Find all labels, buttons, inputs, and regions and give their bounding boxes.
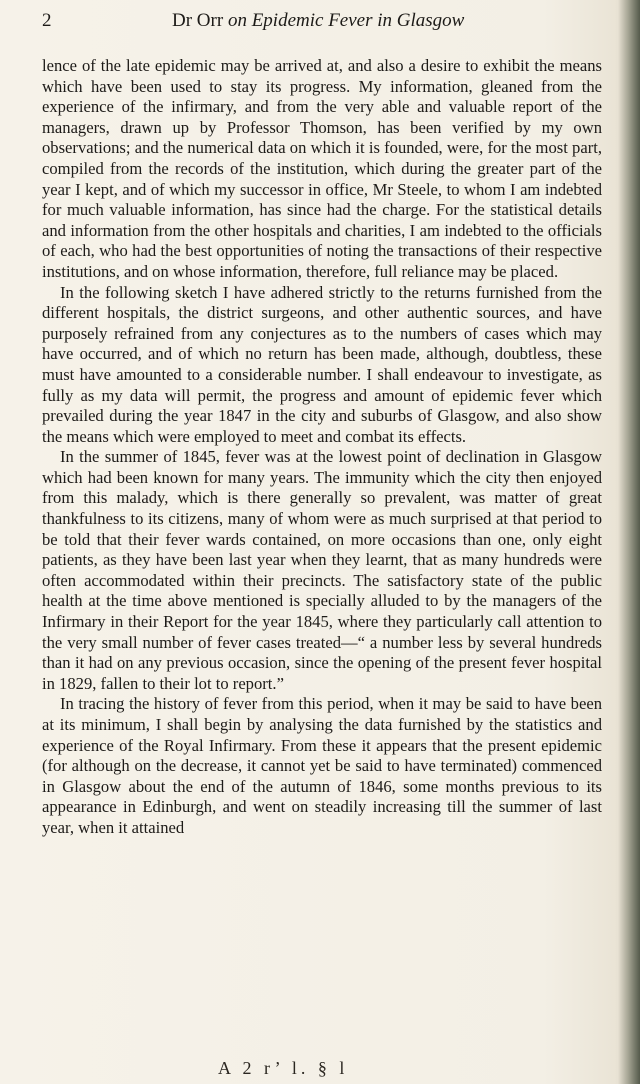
signature-mark: A 2 r’ l. § l — [218, 1058, 349, 1078]
running-title-subject: Epidemic Fever in Glasgow — [251, 10, 465, 31]
running-title-author: Dr Orr — [172, 10, 224, 31]
paragraph-1: lence of the late epidemic may be arrived at, and also a desire to exhibit the means which have been used to stay its progress. My information, gleaned from the experience of the infirmary, and from the very able and valuable report of the managers, drawn up by Professor Thomson, has been verified by my own observations; and the numerical data on which it is founded, were, for the most part, compiled from the records of the institution, which during the greater part of the year I kept, and of which my successor in office, Mr Steele, to whom I am indebted for much valuable information, has since had the charge. For the statistical details and information from the other hospitals and charities, I am indebted to the officials of each, who had the best opportunities of noting the transactions of their respective institutions, and on whose information, therefore, full reliance may be placed. — [42, 56, 602, 281]
running-header — [42, 10, 602, 42]
running-title-connector: on — [227, 10, 247, 31]
page-number: 2 — [42, 10, 52, 31]
paragraph-4: In tracing the history of fever from this period, when it may be said to have been at its minimum, I shall begin by analysing the data furnished by the statistics and experience of the Royal Infirmary. From these it appears that the present epidemic (for although on the decrease, it cannot yet be said to have terminated) commenced in Glasgow about the end of the autumn of 1846, some months previous to its appearance in Edinburgh, and went on steadily increasing till the summer of last year, when it attained — [42, 694, 602, 837]
running-title — [172, 10, 464, 32]
paragraph-3: In the summer of 1845, fever was at the lowest point of declination in Glasgow which had been known for many years. The immunity which the city then enjoyed from this malady, which is there generally so prevalent, was matter of great thankfulness to its citizens, many of whom were as much surprised at that period to be told that their fever wards contained, on more occasions than one, only eight patients, as they have been last year when they learnt, that as many hundreds were often accommodated within their precincts. The satisfactory state of the public health at the time above mentioned is specially alluded to by the managers of the Infirmary in their Report for the year 1845, where they particularly call attention to the very small number of fever cases treated—“ a number less by several hundreds than it had on any previous occasion, since the opening of the present fever hospital in 1829, fallen to their lot to report.” — [42, 447, 602, 693]
page-edge-shadow — [618, 0, 640, 1084]
paragraph-2: In the following sketch I have adhered strictly to the returns furnished from the different hospitals, the district surgeons, and other authentic sources, and have purposely refrained from any conjectures as to the numbers of cases which may have occurred, and of which no return has been made, although, doubtless, these must have amounted to a considerable number. I shall endeavour to investigate, as fully as my data will permit, the progress and amount of epidemic fever which prevailed during the year 1847 in the city and suburbs of Glasgow, and also show the means which were employed to meet and combat its effects. — [42, 282, 602, 446]
body-text — [42, 56, 602, 839]
